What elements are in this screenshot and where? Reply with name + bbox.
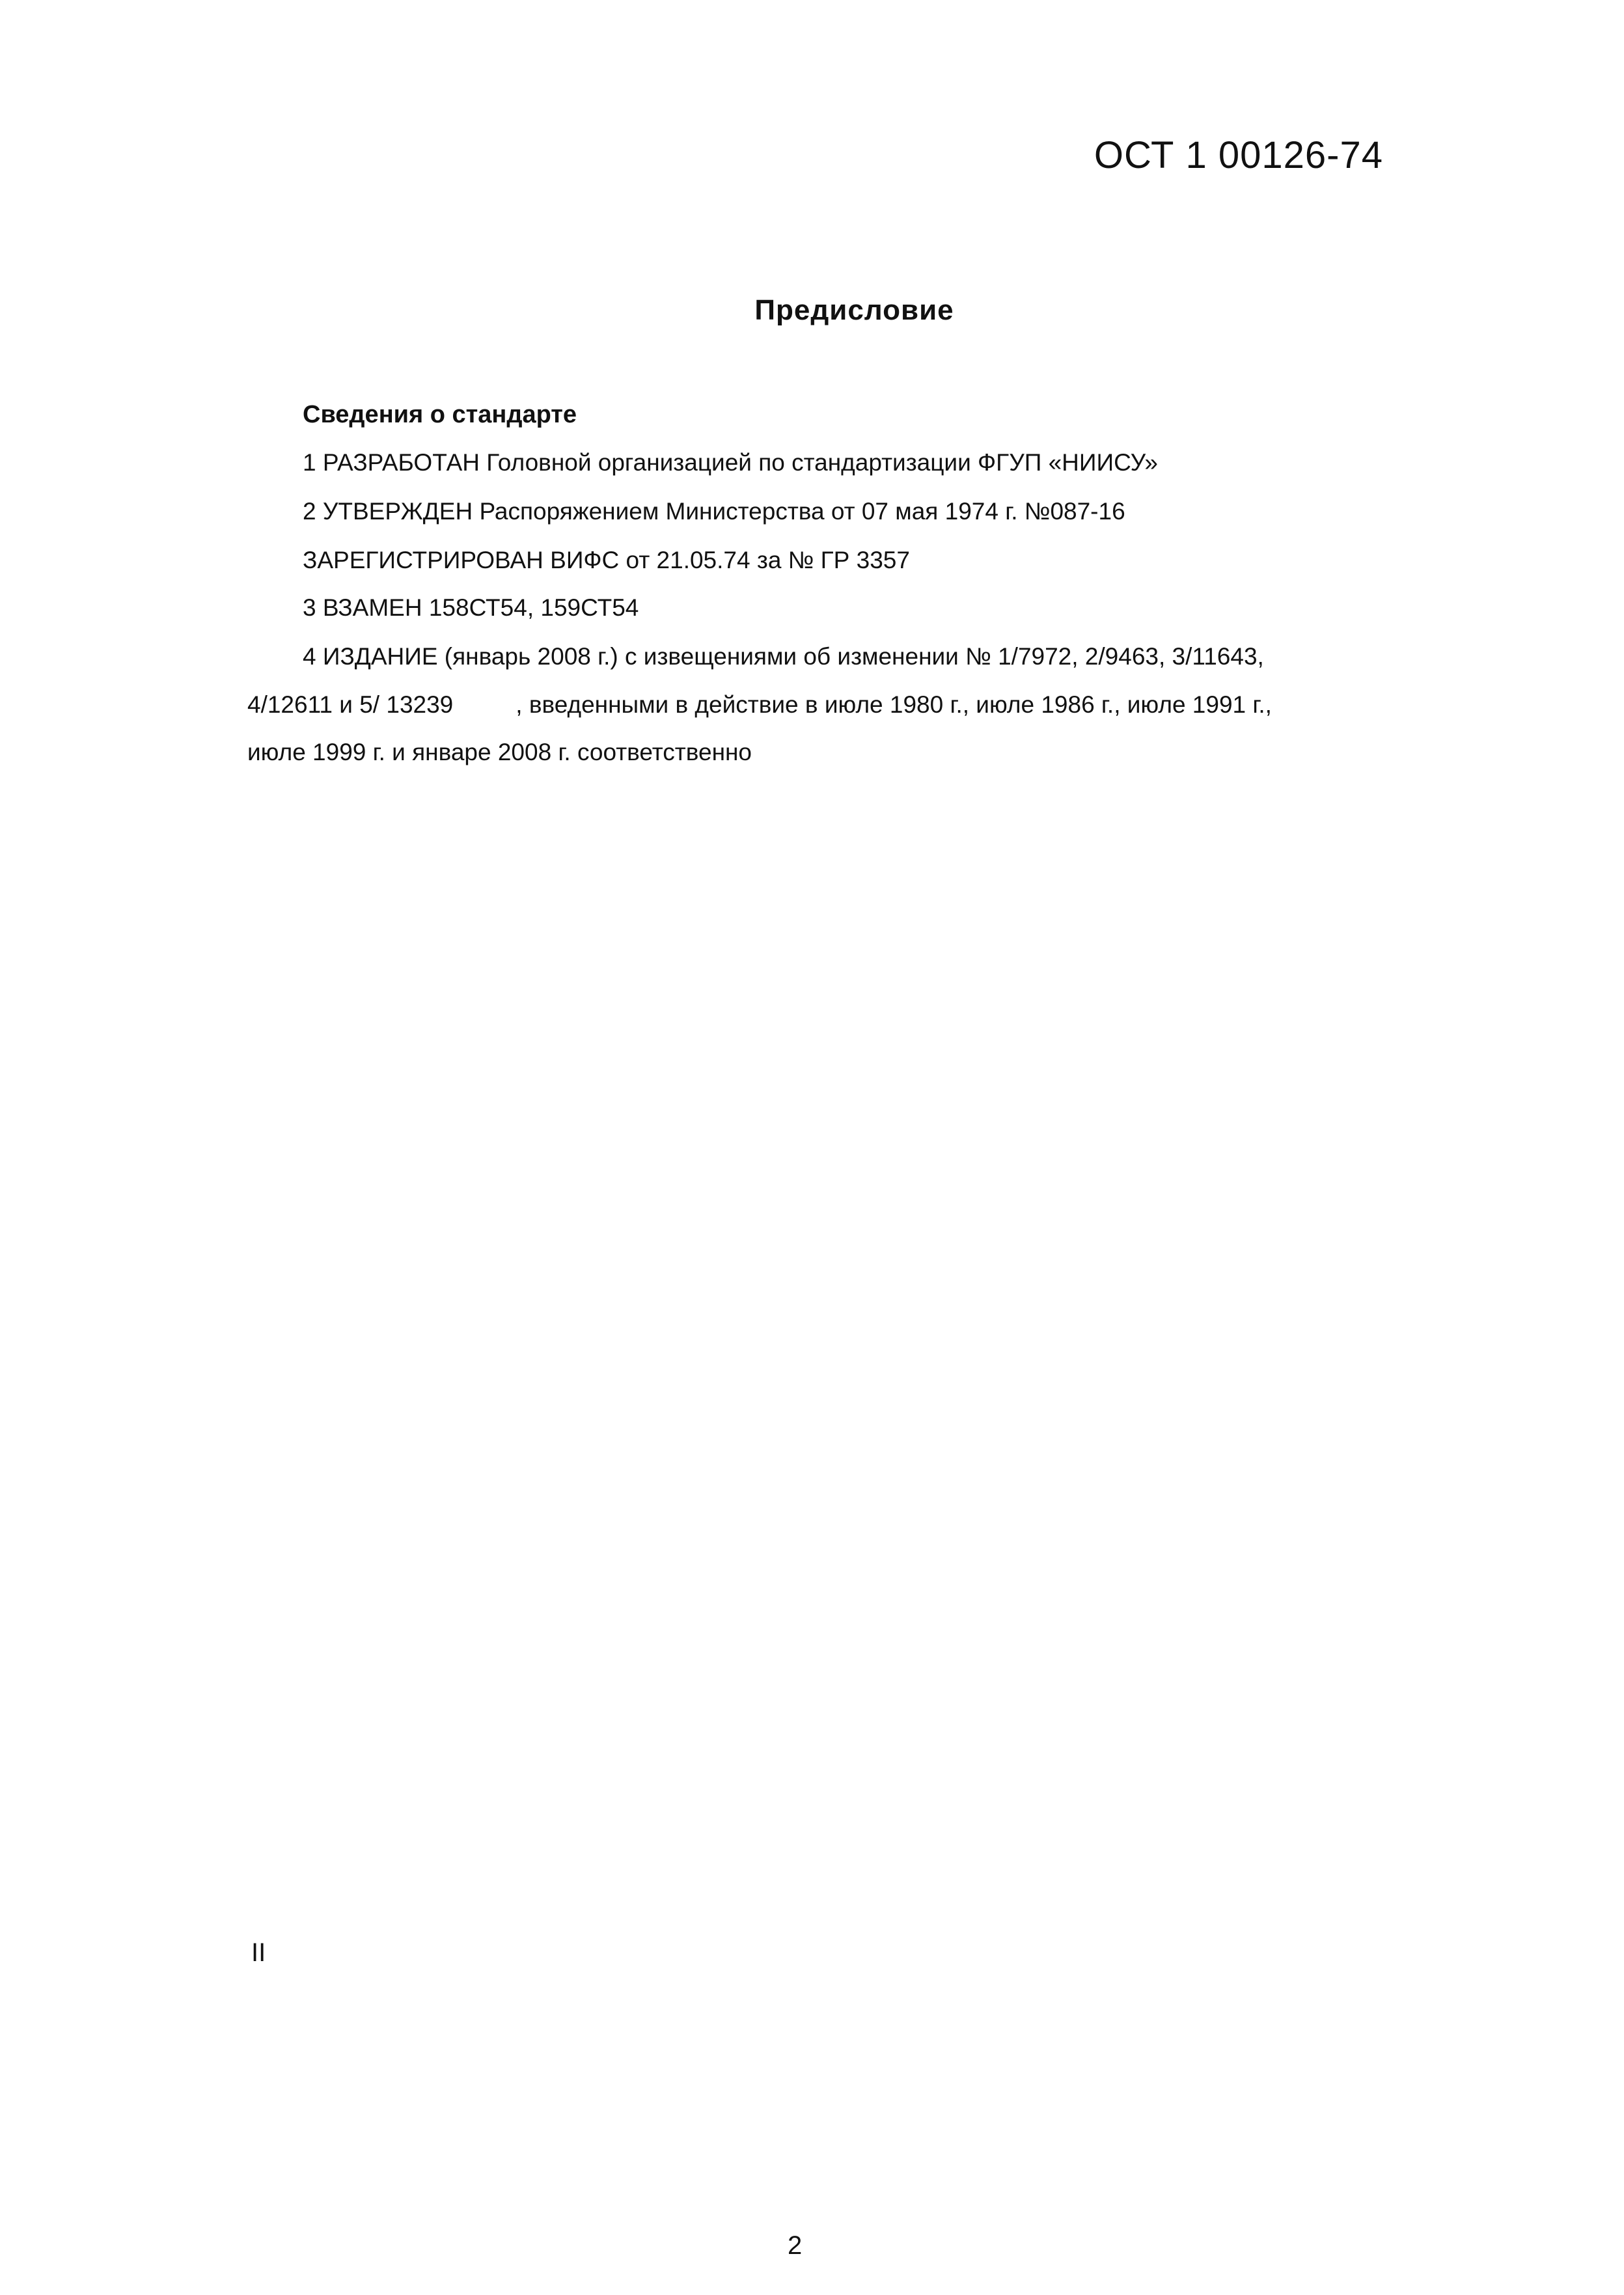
item-registered: ЗАРЕГИСТРИРОВАН ВИФС от 21.05.74 за № ГР 3357: [303, 547, 910, 573]
item-developed: 1 РАЗРАБОТАН Головной организацией по стандартизации ФГУП «НИИСУ»: [303, 449, 1158, 476]
standard-info-subtitle: Сведения о стандарте: [303, 401, 577, 428]
roman-page-marker: II: [251, 1938, 266, 1967]
change-notices: 4/12611 и 5/ 13239: [247, 691, 454, 718]
document-code: ОСТ 1 00126-74: [1094, 134, 1383, 176]
item-edition-continuation: [247, 691, 1272, 719]
foreword-title: Предисловие: [754, 294, 954, 326]
item-approved: 2 УТВЕРЖДЕН Распоряжением Министерства от 07 мая 1974 г. №087-16: [303, 498, 1125, 525]
item-edition-continuation-end: июле 1999 г. и январе 2008 г. соответственно: [247, 739, 752, 765]
item-replaces: 3 ВЗАМЕН 158СТ54, 159СТ54: [303, 594, 639, 621]
effective-dates: , введенными в действие в июле 1980 г., июле 1986 г., июле 1991 г.,: [516, 691, 1272, 718]
page-number: 2: [788, 2231, 803, 2260]
item-edition: 4 ИЗДАНИЕ (январь 2008 г.) с извещениями об изменении № 1/7972, 2/9463, 3/11643,: [303, 643, 1264, 670]
